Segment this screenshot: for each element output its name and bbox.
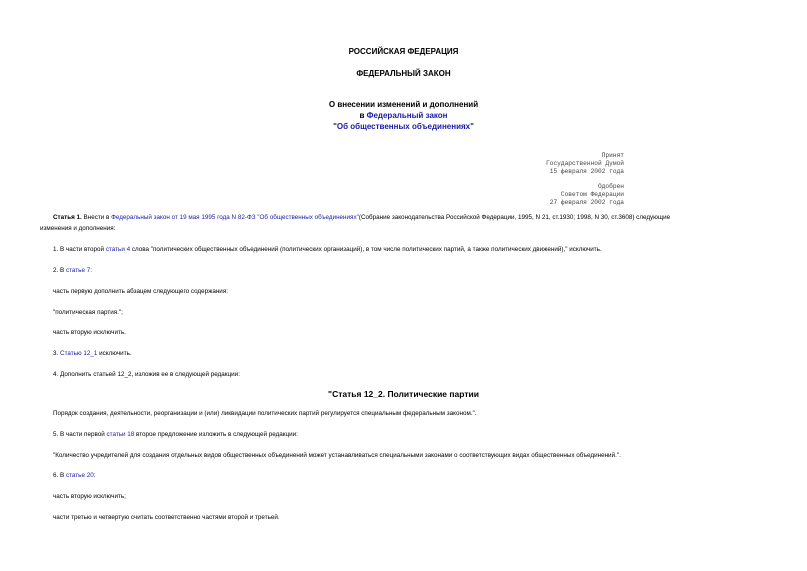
- title-line2: [0, 111, 807, 120]
- item-2-c: часть вторую исключить.: [53, 329, 126, 336]
- item-5-pre: 5. В части первой: [53, 431, 107, 438]
- item-3-link[interactable]: Статью 12_1: [60, 350, 98, 357]
- title-prefix: в: [359, 111, 367, 120]
- article1-pre: Внести в: [81, 214, 112, 221]
- item-2-link[interactable]: статье 7: [65, 267, 91, 274]
- item-2-post: :: [90, 267, 92, 274]
- adoption-accepted-date: 15 февраля 2002 года: [549, 168, 624, 175]
- item-2-b: "политическая партия.";: [53, 309, 123, 316]
- item-2-a: часть первую дополнить абзацем следующего содержания:: [53, 288, 228, 295]
- article1-cont: изменения и дополнения:: [40, 225, 116, 232]
- adoption-accepted: Принят: [601, 152, 624, 159]
- item-6-link[interactable]: статье 20: [65, 472, 94, 479]
- title-law-name-link[interactable]: "Об общественных объединениях": [333, 122, 474, 131]
- title-law-link[interactable]: Федеральный закон: [366, 111, 448, 120]
- item-1-post: слова "политических общественных объединений (политических организаций), в том числе политических партий, а также политических движений)," исключить.: [130, 246, 602, 253]
- header-doc-type: ФЕДЕРАЛЬНЫЙ ЗАКОН: [356, 69, 451, 78]
- header-country: РОССИЙСКАЯ ФЕДЕРАЦИЯ: [348, 47, 459, 56]
- item-3-post: исключить.: [97, 350, 132, 357]
- item-6-a: часть вторую исключить;: [53, 493, 126, 500]
- item-3: [53, 350, 132, 357]
- item-2-pre: 2. В: [53, 267, 66, 274]
- article1-post: (Собрание законодательства Российской Федерации, 1995, N 21, ст.1930; 1998, N 30, ст.3608) следующие: [358, 214, 671, 221]
- title-line1: О внесении изменений и дополнений: [328, 100, 479, 109]
- item-4: 4. Дополнить статьей 12_2, изложив ее в следующей редакции:: [53, 371, 240, 378]
- article1-label: Статья 1.: [53, 214, 82, 221]
- article1-line: [53, 214, 670, 221]
- item-5-post: второе предложение изложить в следующей редакции:: [134, 431, 298, 438]
- adoption-approved-date: 27 февраля 2002 года: [549, 199, 624, 206]
- item-1-pre: 1. В части второй: [53, 246, 106, 253]
- item-6-post: :: [93, 472, 96, 479]
- item-5: [53, 431, 298, 438]
- item-2: [53, 267, 92, 274]
- item-6-b: части третью и четвертую считать соответственно частями второй и третьей.: [53, 514, 280, 521]
- item-3-pre: 3.: [53, 350, 61, 357]
- item-6-pre: 6. В: [53, 472, 66, 479]
- article-12-2-text: Порядок создания, деятельности, реорганизации и (или) ликвидации политических партий регулируется специальным федеральным законом.".: [53, 410, 477, 417]
- adoption-accepted-by: Государственной Думой: [546, 160, 624, 167]
- article1-law-link[interactable]: Федеральный закон от 19 мая 1995 года N 82-ФЗ "Об общественных объединениях": [111, 214, 359, 221]
- item-5-link[interactable]: статьи 18: [106, 431, 135, 438]
- item-1-link[interactable]: статьи 4: [105, 246, 131, 253]
- item-1: [53, 246, 602, 253]
- article-12-2-title: "Статья 12_2. Политические партии: [328, 389, 479, 399]
- item-5-quote: "Количество учредителей для создания отдельных видов общественных объединений может устанавливаться специальными законами о соответствующих видах общественных объединений.".: [53, 452, 621, 459]
- item-6: [53, 472, 95, 479]
- adoption-approved: Одобрен: [598, 183, 624, 190]
- adoption-approved-by: Советом Федерации: [560, 191, 624, 198]
